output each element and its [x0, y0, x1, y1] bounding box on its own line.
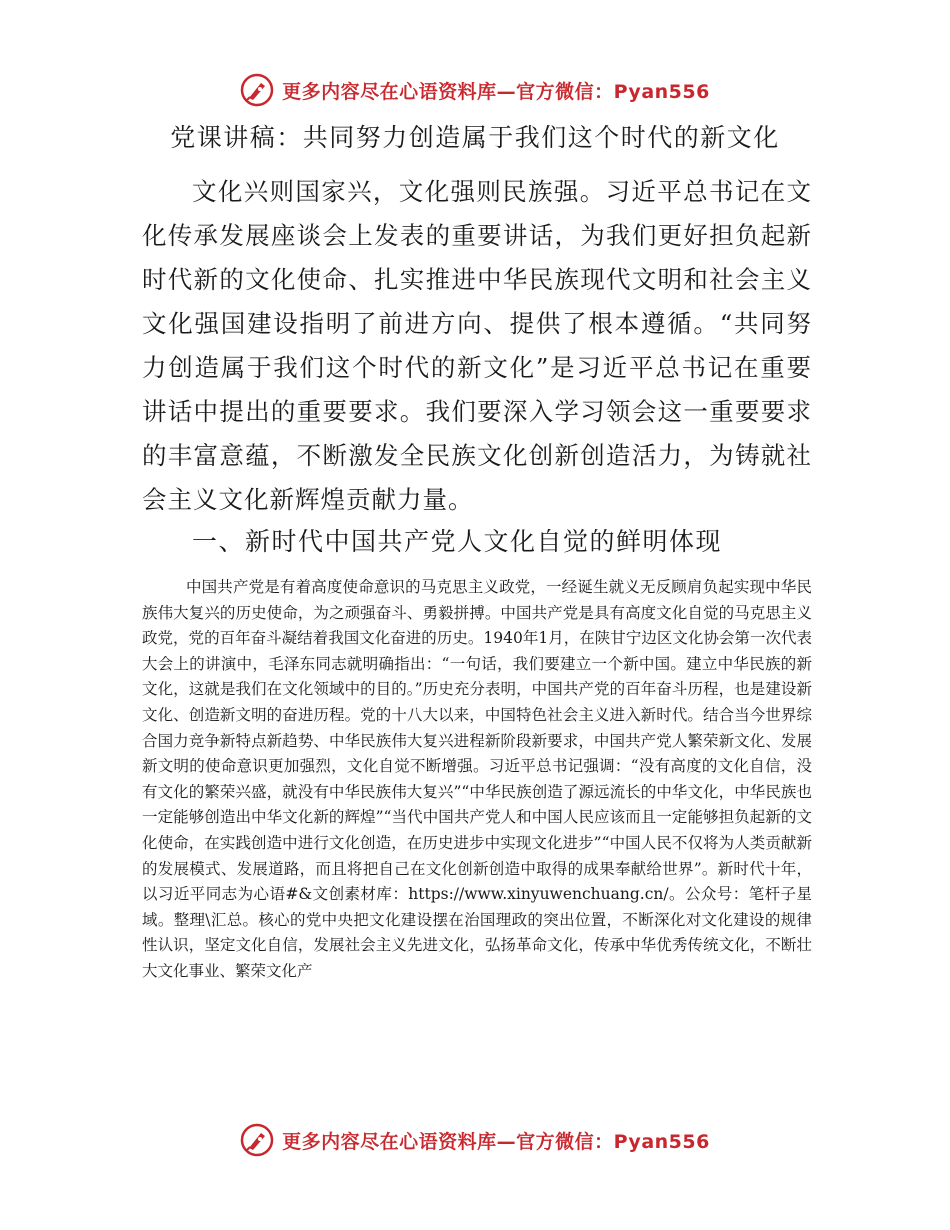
banner-text: 更多内容尽在心语资料库—官方微信：Pyan556 — [282, 80, 710, 103]
pen-nib-logo-icon — [240, 73, 274, 107]
footer-banner — [0, 1120, 950, 1160]
section-body-paragraph: 中国共产党是有着高度使命意识的马克思主义政党，一经诞生就义无反顾肩负起实现中华民族伟大复兴的历史使命，为之顽强奋斗、勇毅拼搏。中国共产党是具有高度文化自觉的马克思主义政党，党的百年奋斗凝结着我国文化奋进的历史。1940年1月，在陕甘宁边区文化协会第一次代表大会上的讲演中，毛泽东同志就明确指出：“一句话，我们要建立一个新中国。建立中华民族的新文化，这就是我们在文化领域中的目的。”历史充分表明，中国共产党的百年奋斗历程，也是建设新文化、创造新文明的奋进历程。党的十八大以来，中国特色社会主义进入新时代。结合当今世界综合国力竞争新特点新趋势、中华民族伟大复兴进程新阶段新要求，中国共产党人繁荣新文化、发展新文明的使命意识更加强烈，文化自觉不断增强。习近平总书记强调：“没有高度的文化自信，没有文化的繁荣兴盛，就没有中华民族伟大复兴”“中华民族创造了源远流长的中华文化，中华民族也一定能够创造出中华文化新的辉煌”“当代中国共产党人和中国人民应该而且一定能够担负起新的文化使命，在实践创造中进行文化创造，在历史进步中实现文化进步”“中国人民不仅将为人类贡献新的发展模式、发展道路，而且将把自己在文化创新创造中取得的成果奉献给世界”。新时代十年，以习近平同志为心语#&文创素材库：https://www.xinyuwenchuang.cn/。公众号：笔杆子星域。整理\汇总。核心的党中央把文化建设摆在治国理政的突出位置，不断深化对文化建设的规律性认识，坚定文化自信，发展社会主义先进文化，弘扬革命文化，传承中华优秀传统文化，不断壮大文化事业、繁荣文化产 — [142, 578, 812, 980]
pen-nib-logo-icon — [240, 1123, 274, 1157]
header-banner — [0, 70, 950, 110]
intro-paragraph: 文化兴则国家兴，文化强则民族强。习近平总书记在文化传承发展座谈会上发表的重要讲话，为我们更好担负起新时代新的文化使命、扎实推进中华民族现代文明和社会主义文化强国建设指明了前进方向、提供了根本遵循。“共同努力创造属于我们这个时代的新文化”是习近平总书记在重要讲话中提出的重要要求。我们要深入学习领会这一重要要求的丰富意蕴，不断激发全民族文化创新创造活力，为铸就社会主义文化新辉煌贡献力量。 — [142, 177, 812, 514]
banner-text: 更多内容尽在心语资料库—官方微信：Pyan556 — [282, 1130, 710, 1153]
document-title: 党课讲稿：共同努力创造属于我们这个时代的新文化 — [170, 123, 780, 152]
section-heading: 一、新时代中国共产党人文化自觉的鲜明体现 — [192, 527, 723, 556]
